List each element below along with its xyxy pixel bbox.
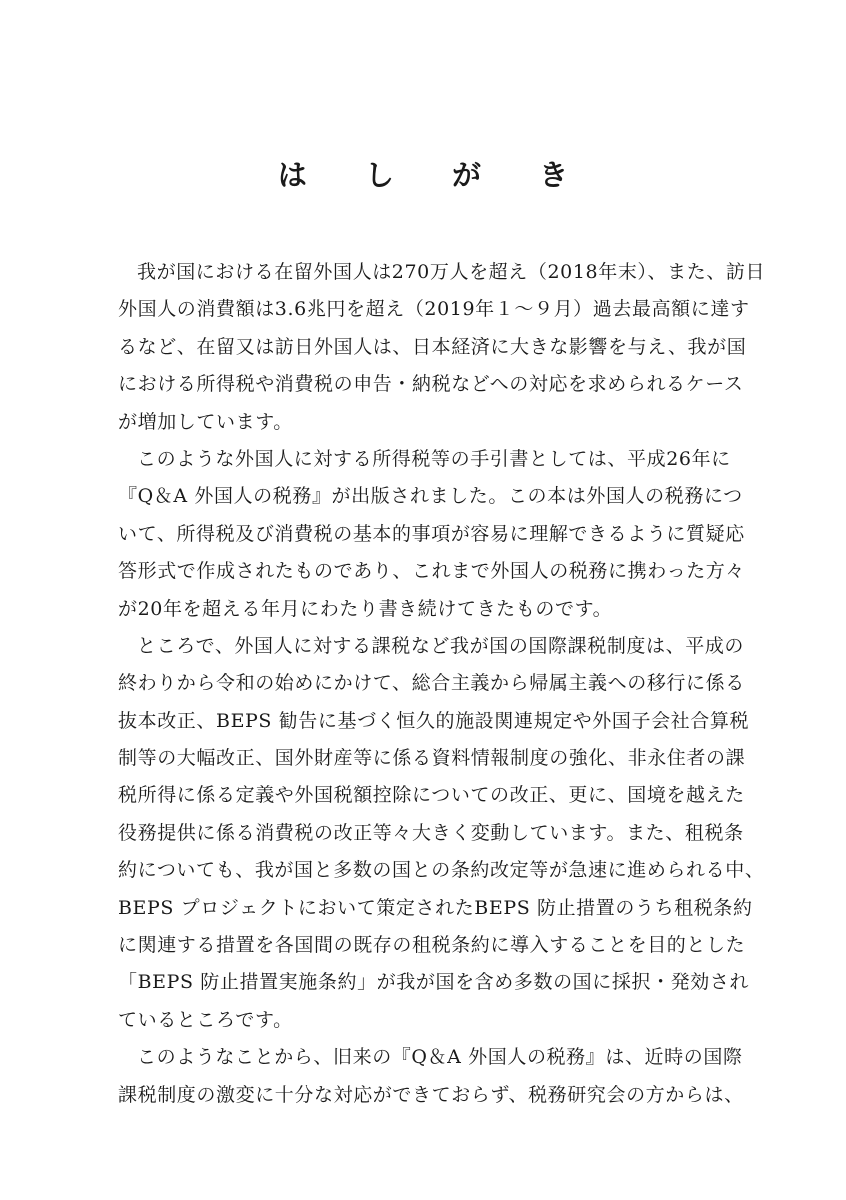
text-line: 答形式で作成されたものであり、これまで外国人の税務に携わった方々 xyxy=(118,560,746,583)
paragraph-first-line: ところで、外国人に対する課税など我が国の国際課税制度は、平成の xyxy=(137,634,745,657)
text-line: 抜本改正、BEPS 勧告に基づく恒久的施設関連規定や外国子会社合算税 xyxy=(118,709,750,732)
paragraph-first-line: このような外国人に対する所得税等の手引書としては、平成26年に xyxy=(137,447,731,470)
text-line: いて、所得税及び消費税の基本的事項が容易に理解できるように質疑応 xyxy=(118,522,745,545)
paragraph-first-line: このようなことから、旧来の『Q＆A 外国人の税務』は、近時の国際 xyxy=(137,1046,743,1069)
paragraph-first-line: 我が国における在留外国人は270万人を超え（2018年末）、また、訪日 xyxy=(137,261,766,283)
text-line: 役務提供に係る消費税の改正等々大きく変動しています。また、租税条 xyxy=(118,821,744,844)
text-line: 『Q＆A 外国人の税務』が出版されました。この本は外国人の税務につ xyxy=(118,485,743,508)
text-line: が増加しています。 xyxy=(118,410,293,433)
text-line: 約についても、我が国と多数の国との条約改定等が急速に進められる中、 xyxy=(118,859,765,882)
text-line: BEPS プロジェクトにおいて策定されたBEPS 防止措置のうち租税条約 xyxy=(118,896,753,919)
text-line: に関連する措置を各国間の既存の租税条約に導入することを目的とした xyxy=(118,934,746,957)
text-line: が20年を超える年月にわたり書き続けてきたものです。 xyxy=(118,597,613,620)
text-line: 外国人の消費額は3.6兆円を超え（2019年１～９月）過去最高額に達す xyxy=(118,298,750,321)
text-line: 制等の大幅改正、国外財産等に係る資料情報制度の強化、非永住者の課 xyxy=(118,747,746,770)
body-text xyxy=(118,254,773,1114)
text-line: ているところです。 xyxy=(118,1008,293,1031)
text-line: 税所得に係る定義や外国税額控除についての改正、更に、国境を越えた xyxy=(118,784,745,807)
text-line: るなど、在留又は訪日外国人は、日本経済に大きな影響を与え、我が国 xyxy=(118,335,747,358)
text-line: 終わりから令和の始めにかけて、総合主義から帰属主義への移行に係る xyxy=(118,672,745,695)
text-line: における所得税や消費税の申告・納税などへの対応を求められるケース xyxy=(118,373,744,396)
page-title: は し が き xyxy=(277,158,593,192)
text-line: 「BEPS 防止措置実施条約」が我が国を含め多数の国に採択・発効され xyxy=(118,971,750,994)
text-line: 課税制度の激変に十分な対応ができておらず、税務研究会の方からは、 xyxy=(118,1083,744,1106)
